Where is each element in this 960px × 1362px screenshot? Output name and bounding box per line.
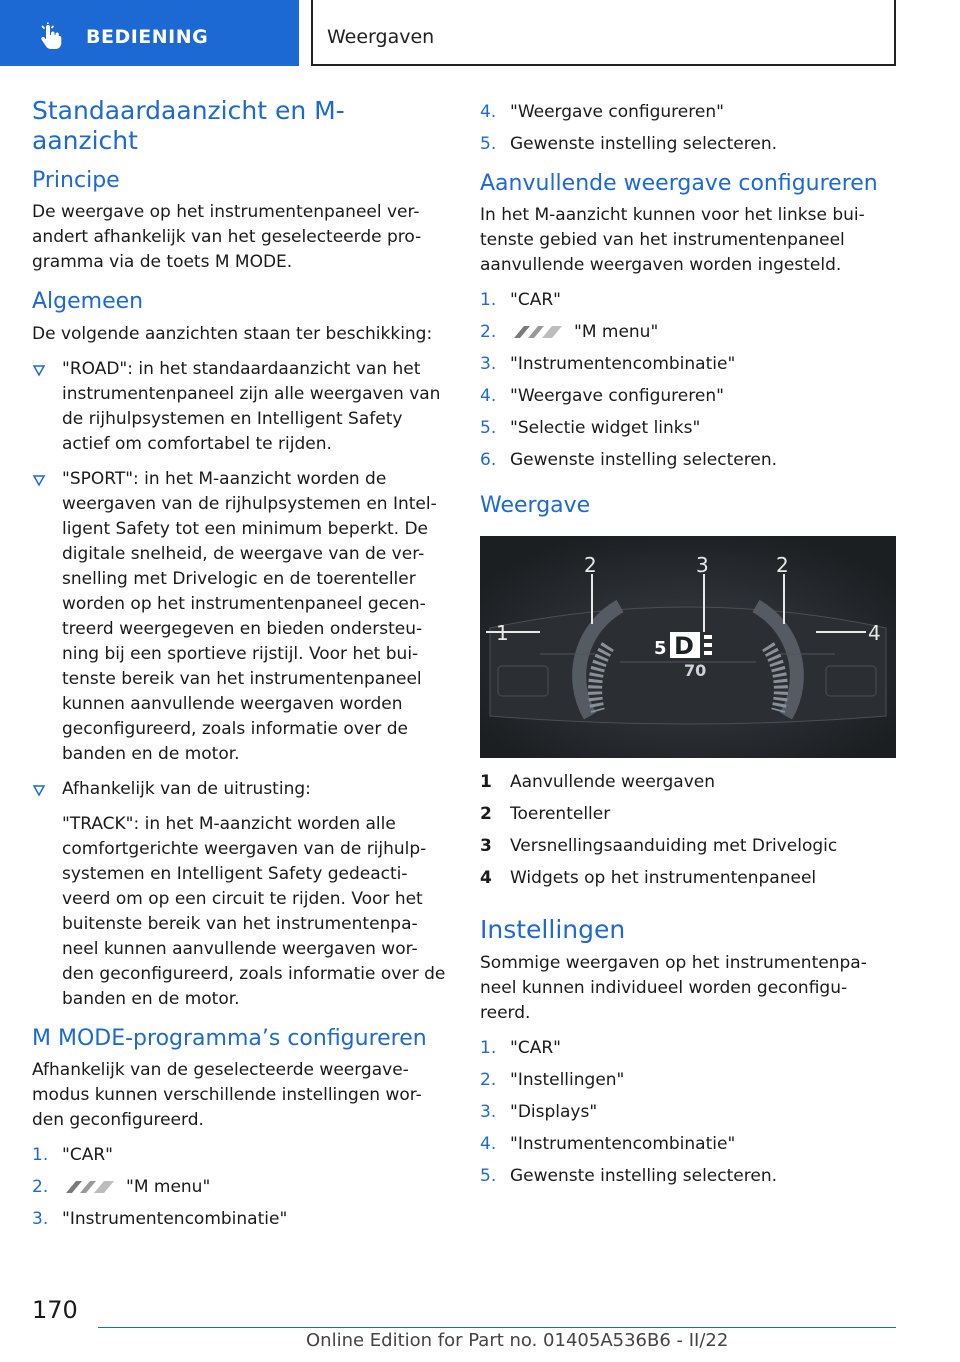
step-number: 5.	[480, 134, 497, 154]
step-text: "Instrumentencombinatie"	[62, 1209, 288, 1230]
heading-instellingen: Instellingen	[480, 914, 626, 944]
callout-4: 4	[868, 620, 881, 645]
track-text: "TRACK": in het M-aanzicht worden alle comfortgerichte weergaven van de rijhulp-systemen en Intelligent Safety gedeacti-veerd om op een circuit te rijden. Voor het buitenste bereik van het instrumentenpa-neel kunnen aanvullende weergaven wor-den geconfigureerd, zoals informatie over de banden en de motor.	[62, 813, 446, 1009]
callout-2-right: 2	[776, 552, 789, 577]
step-item	[480, 1100, 896, 1125]
step-number: 1.	[480, 1037, 497, 1058]
step-item	[480, 1132, 896, 1157]
aanvullend-steps	[480, 288, 896, 473]
step-item	[480, 132, 896, 157]
step-text: "Weergave configureren"	[510, 386, 724, 407]
step-number: 3.	[480, 354, 497, 375]
heading-principe: Principe	[32, 168, 120, 193]
step-text: "CAR"	[510, 290, 561, 311]
step-number: 5.	[480, 418, 497, 439]
step-item	[480, 1164, 896, 1189]
legend-text: Toerenteller	[510, 803, 611, 824]
triangle-bullet-icon	[32, 363, 46, 377]
section-title: BEDIENING	[86, 26, 209, 48]
mmode-steps	[32, 1143, 448, 1232]
footer-divider	[98, 1327, 896, 1328]
views-bullet-list	[32, 357, 448, 1012]
page-title: Standaardaanzicht en M-aanzicht	[32, 96, 345, 155]
step-text: "Weergave configureren"	[510, 102, 724, 122]
step-number: 4.	[480, 102, 497, 122]
legend-item	[480, 834, 896, 859]
legend-text: Versnellingsaanduiding met Drivelogic	[510, 835, 838, 856]
step-text: "CAR"	[510, 1037, 561, 1058]
bullet-text: "ROAD": in het standaardaanzicht van het instrumentenpaneel zijn alle weergaven van de rijhulpsystemen en Intelligent Safety actief om comfortabel te rijden.	[62, 358, 441, 454]
page-header	[0, 0, 960, 68]
step-number: 6.	[480, 450, 497, 471]
step-item	[480, 288, 896, 313]
step-text: "Selectie widget links"	[510, 418, 701, 439]
figure-legend	[480, 770, 896, 891]
step-item	[480, 416, 896, 441]
mmode-steps-continued	[480, 100, 896, 157]
step-item	[480, 352, 896, 377]
heading-weergave: Weergave	[480, 493, 591, 519]
callout-1: 1	[496, 620, 509, 645]
step-number: 1.	[32, 1145, 49, 1166]
subsection-title: Weergaven	[327, 26, 435, 48]
instrument-cluster-figure	[480, 536, 896, 758]
heading-algemeen: Algemeen	[32, 289, 144, 315]
subsection-box	[311, 0, 896, 66]
step-item	[480, 1068, 896, 1093]
legend-number: 4	[480, 867, 492, 888]
section-tab	[0, 0, 299, 66]
step-number: 2.	[32, 1177, 49, 1198]
aanvullend-text: In het M-aanzicht kunnen voor het linkse bui-tenste gebied van het instrumentenpaneel aanvullende weergaven worden ingesteld.	[480, 205, 865, 276]
step-item	[480, 320, 896, 345]
step-number: 4.	[480, 386, 497, 407]
bullet-text: Afhankelijk van de uitrusting:	[62, 778, 311, 799]
bullet-item	[32, 467, 448, 767]
m-stripes-icon	[62, 1180, 116, 1194]
step-number: 1.	[480, 290, 497, 311]
m-stripes-icon	[510, 325, 564, 339]
legend-text: Widgets op het instrumentenpaneel	[510, 867, 817, 888]
step-item	[32, 1143, 448, 1168]
step-number: 3.	[32, 1209, 49, 1230]
left-column	[32, 96, 448, 1239]
step-text: "Displays"	[510, 1101, 598, 1122]
legend-item	[480, 770, 896, 795]
heading-mmode: M MODE-programma’s configureren	[32, 1025, 427, 1051]
bullet-item	[32, 777, 448, 1012]
step-text: "M menu"	[574, 322, 659, 343]
step-item	[480, 384, 896, 409]
step-number: 5.	[480, 1165, 497, 1186]
hand-pointer-icon	[36, 22, 66, 52]
bullet-text: "SPORT": in het M-aanzicht worden de weergaven van de rijhulpsystemen en Intel-ligent Safety tot een minimum beperkt. De digitale snelheid, de weergave van de ver-snelling met Drivelogic en de toerenteller worden op het instrumentenpaneel gecen-treerd weergegeven en bieden ondersteu-ning bij een sportieve rijstijl. Voor het bui-tenste bereik van het instrumentenpaneel kunnen aanvullende weergaven worden geconfigureerd, zoals informatie over de banden en de motor.	[62, 468, 437, 764]
gear-mode: D	[674, 631, 694, 660]
triangle-bullet-icon	[32, 473, 46, 487]
right-column	[480, 96, 896, 1196]
step-item	[480, 448, 896, 473]
mmode-text: Afhankelijk van de geselecteerde weergave-modus kunnen verschillende instellingen wor-den geconfigureerd.	[32, 1060, 422, 1131]
heading-aanvullend: Aanvullende weergave configureren	[480, 171, 878, 196]
step-number: 2.	[480, 1069, 497, 1090]
step-number: 2.	[480, 322, 497, 343]
step-number: 4.	[480, 1133, 497, 1154]
principe-text: De weergave op het instrumentenpaneel ver-andert afhankelijk van het geselecteerde pro-gramma via de toets M MODE.	[32, 202, 422, 273]
legend-number: 3	[480, 835, 492, 856]
step-text: "M menu"	[126, 1177, 211, 1198]
step-item	[480, 1036, 896, 1061]
legend-number: 2	[480, 803, 492, 824]
instellingen-text: Sommige weergaven op het instrumentenpa-neel kunnen individueel worden geconfigu-reerd.	[480, 952, 867, 1023]
step-item	[32, 1207, 448, 1232]
step-text: Gewenste instelling selecteren.	[510, 450, 777, 471]
step-text: "Instrumentencombinatie"	[510, 1133, 736, 1154]
algemeen-text: De volgende aanzichten staan ter beschikking:	[32, 323, 433, 344]
page-number: 170	[32, 1296, 78, 1324]
step-item	[480, 100, 896, 125]
step-text: "Instrumentencombinatie"	[510, 354, 736, 375]
speed-readout: 70	[684, 660, 707, 680]
step-text: "Instellingen"	[510, 1069, 625, 1090]
legend-number: 1	[480, 771, 492, 792]
callout-3: 3	[696, 552, 709, 577]
step-number: 3.	[480, 1101, 497, 1122]
instellingen-steps	[480, 1036, 896, 1189]
step-text: Gewenste instelling selecteren.	[510, 134, 777, 154]
triangle-bullet-icon	[32, 783, 46, 797]
footer-edition: Online Edition for Part no. 01405A536B6 - II/22	[306, 1330, 729, 1351]
step-text: "CAR"	[62, 1145, 113, 1166]
gear-number: 5	[654, 637, 667, 659]
step-item	[32, 1175, 448, 1200]
bullet-item	[32, 357, 448, 457]
legend-item	[480, 866, 896, 891]
legend-item	[480, 802, 896, 827]
step-text: Gewenste instelling selecteren.	[510, 1165, 777, 1186]
cluster-illustration	[480, 536, 896, 758]
legend-text: Aanvullende weergaven	[510, 771, 716, 792]
callout-2-left: 2	[584, 552, 597, 577]
